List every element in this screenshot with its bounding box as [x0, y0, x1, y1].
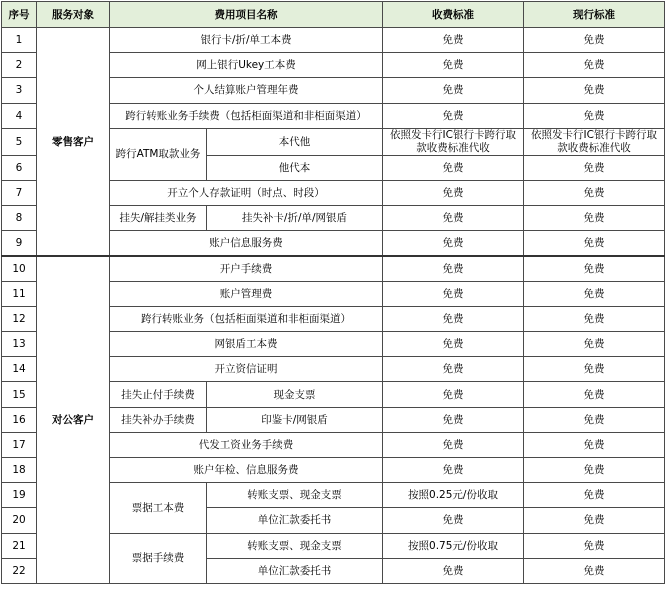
sub-stop-pay: 挂失止付手续费	[110, 382, 207, 407]
row-no: 10	[2, 256, 37, 281]
row-no: 1	[2, 28, 37, 53]
row-item: 印鉴卡/网银盾	[207, 407, 383, 432]
row-current: 免费	[524, 53, 665, 78]
row-current: 免费	[524, 231, 665, 256]
header-current: 现行标准	[524, 2, 665, 28]
row-item: 开立资信证明	[110, 357, 383, 382]
group-retail: 零售客户	[37, 28, 110, 257]
row-item: 跨行转账业务手续费（包括柜面渠道和非柜面渠道）	[110, 103, 383, 128]
row-charge: 按照0.75元/份收取	[383, 533, 524, 558]
row-current: 免费	[524, 155, 665, 180]
row-current: 免费	[524, 407, 665, 432]
row-charge: 免费	[383, 28, 524, 53]
row-current: 免费	[524, 533, 665, 558]
row-item: 现金支票	[207, 382, 383, 407]
row-no: 6	[2, 155, 37, 180]
header-item: 费用项目名称	[110, 2, 383, 28]
row-current: 免费	[524, 483, 665, 508]
row-charge: 免费	[383, 256, 524, 281]
row-charge: 免费	[383, 103, 524, 128]
row-no: 7	[2, 180, 37, 205]
row-no: 3	[2, 78, 37, 103]
row-current: 免费	[524, 558, 665, 583]
row-charge: 依照发卡行IC银行卡跨行取款收费标准代收	[383, 128, 524, 155]
row-no: 18	[2, 458, 37, 483]
row-current: 免费	[524, 281, 665, 306]
row-no: 17	[2, 432, 37, 457]
row-item: 本代他	[207, 128, 383, 155]
row-current: 免费	[524, 103, 665, 128]
row-current: 免费	[524, 28, 665, 53]
row-item: 网银盾工本费	[110, 332, 383, 357]
row-no: 22	[2, 558, 37, 583]
header-row	[2, 2, 665, 28]
header-target: 服务对象	[37, 2, 110, 28]
row-charge: 免费	[383, 458, 524, 483]
table-row	[2, 28, 665, 53]
row-item: 开立个人存款证明（时点、时段）	[110, 180, 383, 205]
row-current: 免费	[524, 306, 665, 331]
row-item: 代发工资业务手续费	[110, 432, 383, 457]
row-current: 免费	[524, 206, 665, 231]
row-item: 单位汇款委托书	[207, 558, 383, 583]
row-no: 19	[2, 483, 37, 508]
row-current: 免费	[524, 382, 665, 407]
row-item: 跨行转账业务（包括柜面渠道和非柜面渠道）	[110, 306, 383, 331]
fee-table	[1, 1, 665, 584]
row-charge: 免费	[383, 558, 524, 583]
row-current: 免费	[524, 458, 665, 483]
sub-loss: 挂失/解挂类业务	[110, 206, 207, 231]
group-corporate: 对公客户	[37, 256, 110, 583]
sub-bill-fee: 票据手续费	[110, 533, 207, 583]
row-charge: 免费	[383, 281, 524, 306]
row-item: 单位汇款委托书	[207, 508, 383, 533]
row-no: 20	[2, 508, 37, 533]
row-charge: 免费	[383, 306, 524, 331]
row-charge: 免费	[383, 357, 524, 382]
row-current: 依照发卡行IC银行卡跨行取款收费标准代收	[524, 128, 665, 155]
row-current: 免费	[524, 508, 665, 533]
row-charge: 免费	[383, 231, 524, 256]
row-current: 免费	[524, 180, 665, 205]
sub-bill-cost: 票据工本费	[110, 483, 207, 533]
row-charge: 免费	[383, 78, 524, 103]
row-no: 14	[2, 357, 37, 382]
row-no: 12	[2, 306, 37, 331]
row-charge: 免费	[383, 508, 524, 533]
sub-reissue: 挂失补办手续费	[110, 407, 207, 432]
row-no: 15	[2, 382, 37, 407]
row-item: 账户年检、信息服务费	[110, 458, 383, 483]
row-no: 13	[2, 332, 37, 357]
row-charge: 免费	[383, 53, 524, 78]
row-item: 转账支票、现金支票	[207, 483, 383, 508]
row-charge: 免费	[383, 180, 524, 205]
row-current: 免费	[524, 332, 665, 357]
row-no: 8	[2, 206, 37, 231]
row-charge: 按照0.25元/份收取	[383, 483, 524, 508]
row-current: 免费	[524, 432, 665, 457]
row-item: 开户手续费	[110, 256, 383, 281]
header-seq: 序号	[2, 2, 37, 28]
sub-atm: 跨行ATM取款业务	[110, 128, 207, 180]
header-charge: 收费标准	[383, 2, 524, 28]
row-no: 5	[2, 128, 37, 155]
row-item: 银行卡/折/单工本费	[110, 28, 383, 53]
row-charge: 免费	[383, 155, 524, 180]
row-item: 挂失补卡/折/单/网银盾	[207, 206, 383, 231]
row-item: 他代本	[207, 155, 383, 180]
row-item: 个人结算账户管理年费	[110, 78, 383, 103]
row-no: 9	[2, 231, 37, 256]
row-no: 4	[2, 103, 37, 128]
row-current: 免费	[524, 256, 665, 281]
row-item: 网上银行Ukey工本费	[110, 53, 383, 78]
row-charge: 免费	[383, 382, 524, 407]
row-charge: 免费	[383, 206, 524, 231]
row-charge: 免费	[383, 432, 524, 457]
row-no: 2	[2, 53, 37, 78]
row-current: 免费	[524, 78, 665, 103]
row-no: 16	[2, 407, 37, 432]
row-current: 免费	[524, 357, 665, 382]
table-row	[2, 256, 665, 281]
row-charge: 免费	[383, 407, 524, 432]
row-item: 账户信息服务费	[110, 231, 383, 256]
row-no: 21	[2, 533, 37, 558]
row-item: 转账支票、现金支票	[207, 533, 383, 558]
row-no: 11	[2, 281, 37, 306]
row-charge: 免费	[383, 332, 524, 357]
row-item: 账户管理费	[110, 281, 383, 306]
